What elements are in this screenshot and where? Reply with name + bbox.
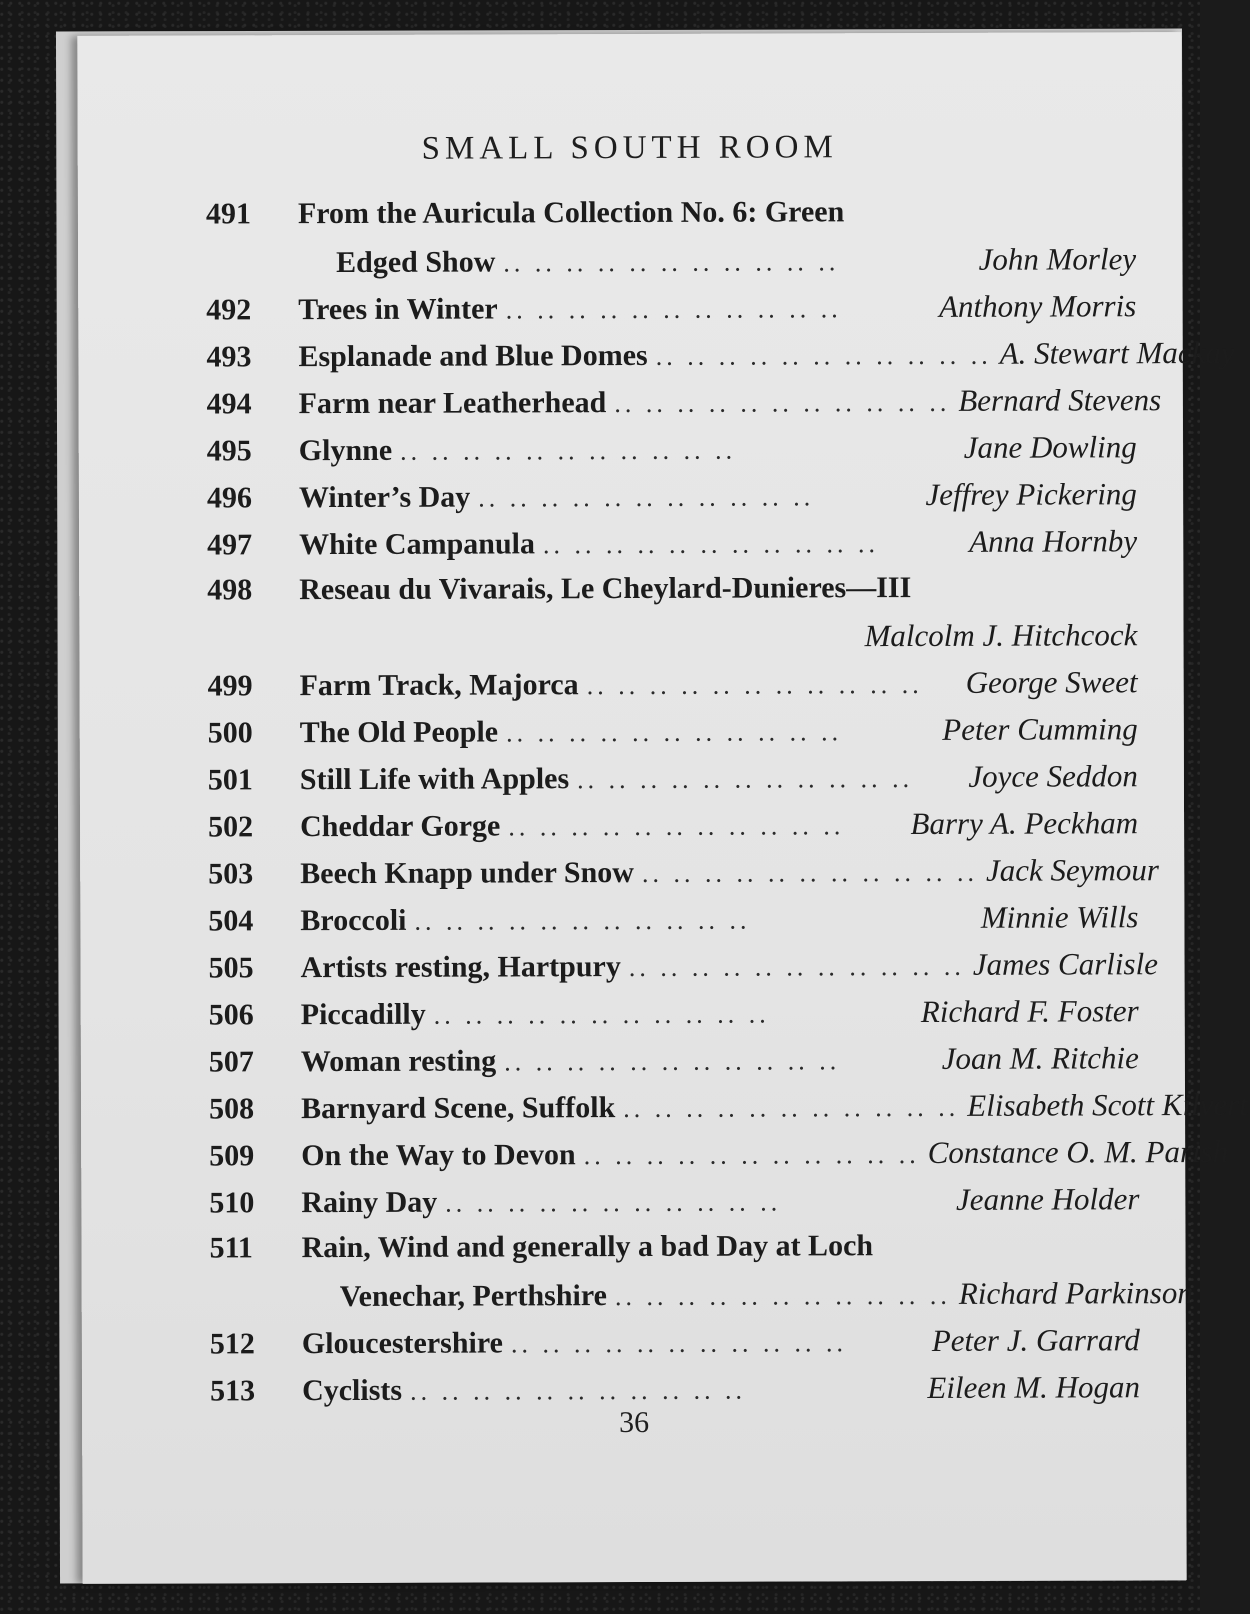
list-item [207, 476, 1137, 526]
entry-number: 492 [206, 293, 252, 327]
entry-title: Rainy Day [301, 1185, 438, 1220]
list-item [208, 711, 1138, 761]
list-item [206, 382, 1162, 432]
entry-artist: George Sweet [965, 664, 1138, 700]
entry-number: 513 [209, 1374, 256, 1408]
list-item [206, 334, 1235, 385]
entry-title: Woman resting [300, 1044, 497, 1079]
entry-number: 507 [208, 1045, 254, 1079]
dot-leader: .. .. .. .. .. .. .. .. .. .. .. [577, 764, 914, 795]
list-item [208, 1086, 1248, 1137]
list-item [208, 805, 1138, 855]
entry-title: On the Way to Devon [301, 1138, 576, 1173]
entry-artist: Joan M. Ritchie [941, 1040, 1139, 1076]
entry-artist: Jeffrey Pickering [925, 476, 1137, 512]
entry-title: Rain, Wind and generally a bad Day at Loch [301, 1229, 874, 1265]
dot-leader: .. .. .. .. .. .. .. .. .. .. .. [478, 482, 815, 513]
entry-title: The Old People [299, 715, 499, 750]
dot-leader: .. .. .. .. .. .. .. .. .. .. .. [614, 387, 951, 419]
entry-artist: Bernard Stevens [958, 382, 1162, 418]
entry-title-continued: Venechar, Perthshire [339, 1279, 607, 1314]
dot-leader: .. .. .. .. .. .. .. .. .. .. .. [542, 529, 880, 560]
dot-leader: .. .. .. .. .. .. .. .. .. .. .. [510, 1328, 847, 1359]
entry-title: Cheddar Gorge [300, 809, 501, 844]
entry-title: From the Auricula Collection No. 6: Green [297, 195, 845, 231]
entry-number: 503 [208, 857, 254, 891]
list-item [210, 1322, 1140, 1372]
dot-leader: .. .. .. .. .. .. .. .. .. .. .. [505, 294, 842, 325]
entry-number: 494 [206, 387, 252, 421]
entry-number: 497 [207, 528, 253, 562]
entry-number: 500 [207, 716, 253, 750]
entry-title: Gloucestershire [301, 1326, 504, 1361]
entry-artist: Peter Cumming [942, 711, 1138, 747]
dot-leader: .. .. .. .. .. .. .. .. .. .. .. [628, 951, 965, 983]
list-item [209, 1040, 1139, 1090]
dot-leader: .. .. .. .. .. .. .. .. .. .. .. [641, 857, 978, 888]
entry-title: Still Life with Apples [299, 762, 570, 797]
entry-artist: Malcolm J. Hitchcock [864, 617, 1138, 654]
list-item [208, 946, 1158, 996]
entry-title: Farm near Leatherhead [298, 386, 607, 421]
entry-number: 495 [206, 434, 252, 468]
entry-number: 491 [205, 197, 251, 231]
entry-title: Glynne [298, 433, 393, 468]
page-number: 36 [619, 1405, 650, 1440]
list-item [208, 664, 1138, 714]
dot-leader: .. .. .. .. .. .. .. .. .. .. .. [655, 340, 992, 371]
entry-artist: Peter J. Garrard [931, 1322, 1140, 1358]
list-item [207, 570, 1137, 667]
entry-number: 511 [209, 1231, 253, 1265]
list-item [209, 993, 1139, 1043]
dot-leader: .. .. .. .. .. .. .. .. .. .. .. [445, 1187, 782, 1218]
entry-number: 510 [209, 1186, 255, 1220]
entry-artist: A. Stewart Mackay [999, 334, 1235, 371]
entry-number: 501 [207, 763, 253, 797]
entry-number: 509 [209, 1139, 255, 1173]
entry-number: 493 [206, 340, 252, 374]
dot-leader: .. .. .. .. .. .. .. .. .. .. .. [614, 1280, 951, 1312]
entry-title: Barnyard Scene, Suffolk [300, 1091, 616, 1126]
entry-title-continued: Edged Show [336, 245, 496, 280]
entry-artist: Constance O. M. Parish [927, 1133, 1229, 1170]
entry-number: 508 [208, 1092, 255, 1126]
entry-artist: Richard F. Foster [920, 993, 1139, 1029]
dot-leader: .. .. .. .. .. .. .. .. .. .. .. [409, 1375, 747, 1406]
entry-number: 506 [208, 998, 254, 1032]
entry-number: 512 [209, 1327, 255, 1361]
list-item [209, 1181, 1139, 1231]
dot-leader: .. .. .. .. .. .. .. .. .. .. .. [400, 435, 737, 466]
entry-artist: Anna Hornby [969, 523, 1138, 559]
entry-title: Artists resting, Hartpury [300, 950, 621, 985]
entry-title: Trees in Winter [298, 292, 498, 327]
entry-artist: Barry A. Peckham [910, 805, 1139, 842]
entry-title: Beech Knapp under Snow [300, 855, 635, 891]
dot-leader: .. .. .. .. .. .. .. .. .. .. .. [503, 247, 840, 278]
list-item [209, 1228, 1193, 1325]
dot-leader: .. .. .. .. .. .. .. .. .. .. .. [414, 905, 751, 936]
list-item [206, 288, 1136, 338]
entry-artist: Jeanne Holder [955, 1181, 1140, 1217]
entry-title: Reseau du Vivarais, Le Cheylard-Dunieres—III [299, 571, 912, 607]
entry-number: 504 [208, 904, 254, 938]
dot-leader: .. .. .. .. .. .. .. .. .. .. .. [433, 999, 770, 1030]
list-item [208, 758, 1138, 808]
entry-number: 498 [207, 573, 253, 607]
dot-leader: .. .. .. .. .. .. .. .. .. .. .. [583, 1139, 920, 1171]
entry-title: Piccadilly [300, 997, 426, 1032]
entry-artist: Jane Dowling [963, 429, 1137, 465]
dot-leader: .. .. .. .. .. .. .. .. .. .. .. [623, 1092, 960, 1124]
entry-title: Cyclists [301, 1373, 403, 1408]
entry-number: 502 [208, 810, 254, 844]
entry-artist: Elisabeth Scott Kilvert [967, 1086, 1248, 1123]
entry-artist: Minnie Wills [980, 899, 1139, 935]
entry-artist: John Morley [978, 241, 1137, 277]
list-item [207, 429, 1137, 479]
dot-leader: .. .. .. .. .. .. .. .. .. .. .. [586, 669, 923, 701]
entry-artist: Jack Seymour [985, 852, 1159, 888]
entry-title: White Campanula [299, 527, 536, 562]
dot-leader: .. .. .. .. .. .. .. .. .. .. .. [506, 717, 843, 748]
entry-number: 499 [207, 669, 253, 703]
entry-title: Farm Track, Majorca [299, 668, 579, 703]
entry-title: Broccoli [300, 903, 407, 938]
entry-artist: Eileen M. Hogan [927, 1369, 1141, 1405]
entry-title: Esplanade and Blue Domes [298, 338, 648, 374]
list-item [208, 852, 1159, 902]
entry-artist: Joyce Seddon [968, 758, 1138, 794]
entry-artist: Anthony Morris [939, 288, 1137, 324]
entry-title: Winter’s Day [298, 480, 471, 515]
list-item [207, 523, 1137, 573]
list-item [209, 1133, 1229, 1184]
entry-artist: James Carlisle [972, 946, 1158, 982]
list-item [206, 194, 1136, 291]
dot-leader: .. .. .. .. .. .. .. .. .. .. .. [504, 1046, 841, 1077]
entry-list [205, 194, 1248, 1419]
entry-artist: Richard Parkinson [958, 1275, 1193, 1311]
page-title: SMALL SOUTH ROOM [421, 129, 838, 167]
entry-number: 496 [206, 481, 252, 515]
list-item [208, 899, 1138, 949]
catalogue-page [77, 32, 1248, 1584]
dot-leader: .. .. .. .. .. .. .. .. .. .. .. [508, 811, 845, 842]
entry-number: 505 [208, 951, 254, 985]
